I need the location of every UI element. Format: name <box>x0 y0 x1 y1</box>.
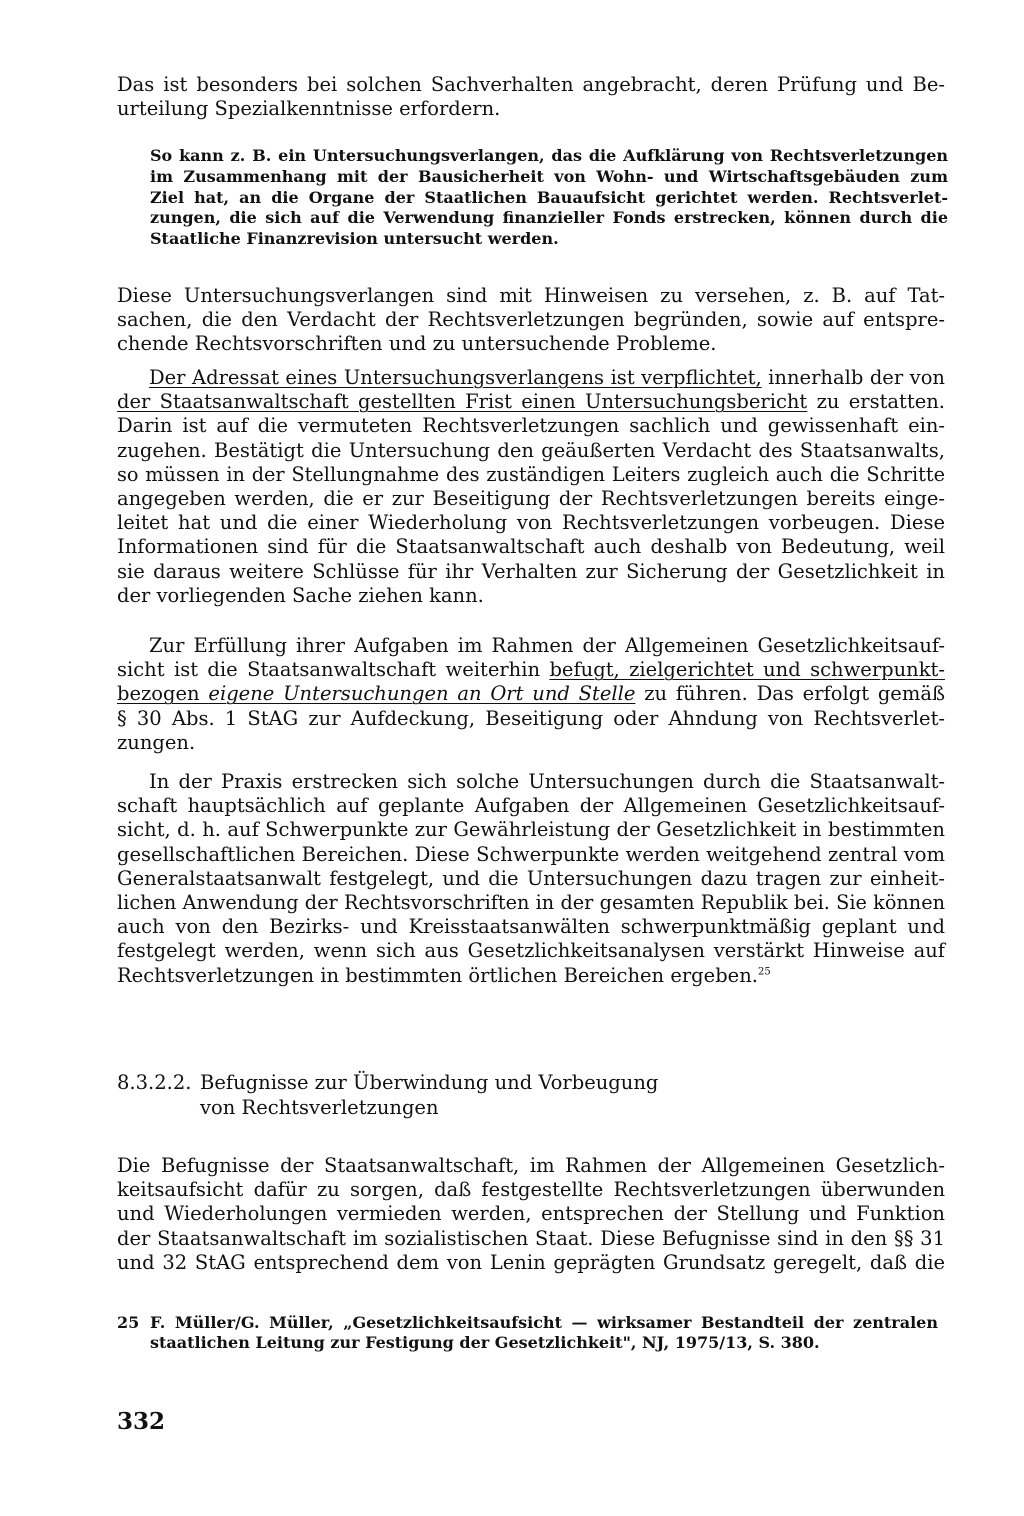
text-line: sicht ist die Staatsanwaltschaft weiterhin befugt, zielgerichtet und schwerpunkt- <box>117 658 945 682</box>
text-line: Darin ist auf die vermuteten Rechtsverletzungen sachlich und gewissenhaft ein- <box>117 414 945 438</box>
paragraph-intro <box>117 73 945 121</box>
paragraph-own-investigations <box>117 634 945 755</box>
text-line: gesellschaftlichen Bereichen. Diese Schwerpunkte werden weitgehend zentral vom <box>117 842 945 866</box>
text-line: § 30 Abs. 1 StAG zur Aufdeckung, Beseitigung oder Ahndung von Rechtsverlet- <box>117 706 945 730</box>
section-number: 8.3.2.2. <box>117 1071 192 1094</box>
footnote-reference: 25 <box>757 966 771 978</box>
text-line: staatlichen Leitung zur Festigung der Gesetzlichkeit", NJ, 1975/13, S. 380. <box>150 1333 820 1352</box>
text-line: Staatliche Finanzrevision untersucht werden. <box>150 229 559 249</box>
text-line: Diese Untersuchungsverlangen sind mit Hinweisen zu versehen, z. B. auf Tat- <box>117 284 945 307</box>
text-line: sie daraus weitere Schlüsse für ihr Verhalten zur Sicherung der Gesetzlichkeit in <box>117 559 945 583</box>
section-title-line: von Rechtsverletzungen <box>200 1096 439 1119</box>
underlined-text: bezogen eigene Untersuchungen an Ort und Stelle <box>117 682 636 706</box>
text-line: zungen, die sich auf die Verwendung finanzieller Fonds erstrecken, können durch die <box>150 208 948 228</box>
text-line: Das ist besonders bei solchen Sachverhalten angebracht, deren Prüfung und Be- <box>117 73 945 96</box>
footnote-number: 25 <box>117 1313 140 1332</box>
text-line: Ziel hat, an die Organe der Staatlichen Bauaufsicht gerichtet werden. Rechtsverlet- <box>150 187 948 207</box>
text-line: der vorliegenden Sache ziehen kann. <box>117 583 484 607</box>
footnote-text <box>150 1313 938 1353</box>
text-line: der Staatsanwaltschaft gestellten Frist einen Untersuchungsbericht zu erstatten. <box>117 390 946 414</box>
underlined-text: der Staatsanwaltschaft gestellten Frist einen Untersuchungsbericht <box>117 390 808 414</box>
paragraph-practice <box>117 770 945 988</box>
text-line: bezogen eigene Untersuchungen an Ort und Stelle zu führen. Das erfolgt gemäß <box>117 682 945 706</box>
text-line: F. Müller/G. Müller, „Gesetzlichkeitsaufsicht — wirksamer Bestandteil der zentralen <box>150 1313 938 1332</box>
text-line: Rechtsverletzungen in bestimmten örtlichen Bereichen ergeben.$^{25}$ <box>117 963 771 987</box>
text-line: urteilung Spezialkenntnisse erfordern. <box>117 97 501 121</box>
section-title <box>200 1070 658 1120</box>
paragraph-hints <box>117 284 945 357</box>
text-line: Der Adressat eines Untersuchungsverlangens ist verpflichtet, innerhalb der von <box>149 366 945 389</box>
text-line: Zur Erfüllung ihrer Aufgaben im Rahmen der Allgemeinen Gesetzlichkeitsauf- <box>149 634 945 657</box>
text-line: Generalstaatsanwalt festgelegt, und die Untersuchungen dazu tragen zur einheit- <box>117 866 945 890</box>
text-line: festgelegt werden, wenn sich aus Gesetzlichkeitsanalysen verstärkt Hinweise auf <box>117 939 945 963</box>
page-number: 332 <box>117 1408 166 1435</box>
text-line: Die Befugnisse der Staatsanwaltschaft, im Rahmen der Allgemeinen Gesetzlich- <box>117 1154 945 1177</box>
text-line: sicht, d. h. auf Schwerpunkte zur Gewährleistung der Gesetzlichkeit in bestimmten <box>117 818 945 842</box>
text-line: So kann z. B. ein Untersuchungsverlangen, das die Aufklärung von Rechtsverletzungen <box>150 146 948 165</box>
text-line: lichen Anwendung der Rechtsvorschriften in der gesamten Republik bei. Sie können <box>117 891 945 915</box>
text-line: angegeben werden, die er zur Beseitigung der Rechtsverletzungen bereits einge- <box>117 487 945 511</box>
text-line: leitet hat und die einer Wiederholung von Rechtsverletzungen vorbeugen. Diese <box>117 511 945 535</box>
text-line: so müssen in der Stellungnahme des zuständigen Leiters zugleich auch die Schritte <box>117 462 945 486</box>
text-line: auch von den Bezirks- und Kreisstaatsanwälten schwerpunktmäßig geplant und <box>117 915 945 939</box>
underlined-text: Der Adressat eines Untersuchungsverlangens ist verpflichtet, <box>149 366 762 389</box>
text-line: schaft hauptsächlich auf geplante Aufgaben der Allgemeinen Gesetzlichkeitsauf- <box>117 794 945 818</box>
text-line: und 32 StAG entsprechend dem von Lenin geprägten Grundsatz geregelt, daß die <box>117 1250 945 1274</box>
text-line: im Zusammenhang mit der Bausicherheit von Wohn- und Wirtschaftsgebäuden zum <box>150 166 948 186</box>
text-line: In der Praxis erstrecken sich solche Untersuchungen durch die Staatsanwalt- <box>149 770 945 793</box>
underlined-text: befugt, zielgerichtet und schwerpunkt- <box>549 658 945 682</box>
paragraph-powers <box>117 1154 945 1275</box>
text-line: keitsaufsicht dafür zu sorgen, daß festgestellte Rechtsverletzungen überwunden <box>117 1178 945 1202</box>
text-line: Informationen sind für die Staatsanwaltschaft auch deshalb von Bedeutung, weil <box>117 535 945 559</box>
text-line: chende Rechtsvorschriften und zu untersuchende Probleme. <box>117 332 717 356</box>
section-title-line: Befugnisse zur Überwindung und Vorbeugung <box>200 1071 659 1094</box>
italic-text: eigene Untersuchungen an Ort und Stelle <box>208 682 636 706</box>
text-line: sachen, die den Verdacht der Rechtsverletzungen begründen, sowie auf entspre- <box>117 308 945 332</box>
example-small-print <box>150 146 948 250</box>
text-line: zugehen. Bestätigt die Untersuchung den geäußerten Verdacht des Staatsanwalts, <box>117 438 945 462</box>
text-line: zungen. <box>117 730 196 754</box>
text-line: der Staatsanwaltschaft im sozialistischen Staat. Diese Befugnisse sind in den §§ 31 <box>117 1226 945 1250</box>
paragraph-addressee <box>117 366 945 608</box>
text-line: und Wiederholungen vermieden werden, entsprechen der Stellung und Funktion <box>117 1202 945 1226</box>
